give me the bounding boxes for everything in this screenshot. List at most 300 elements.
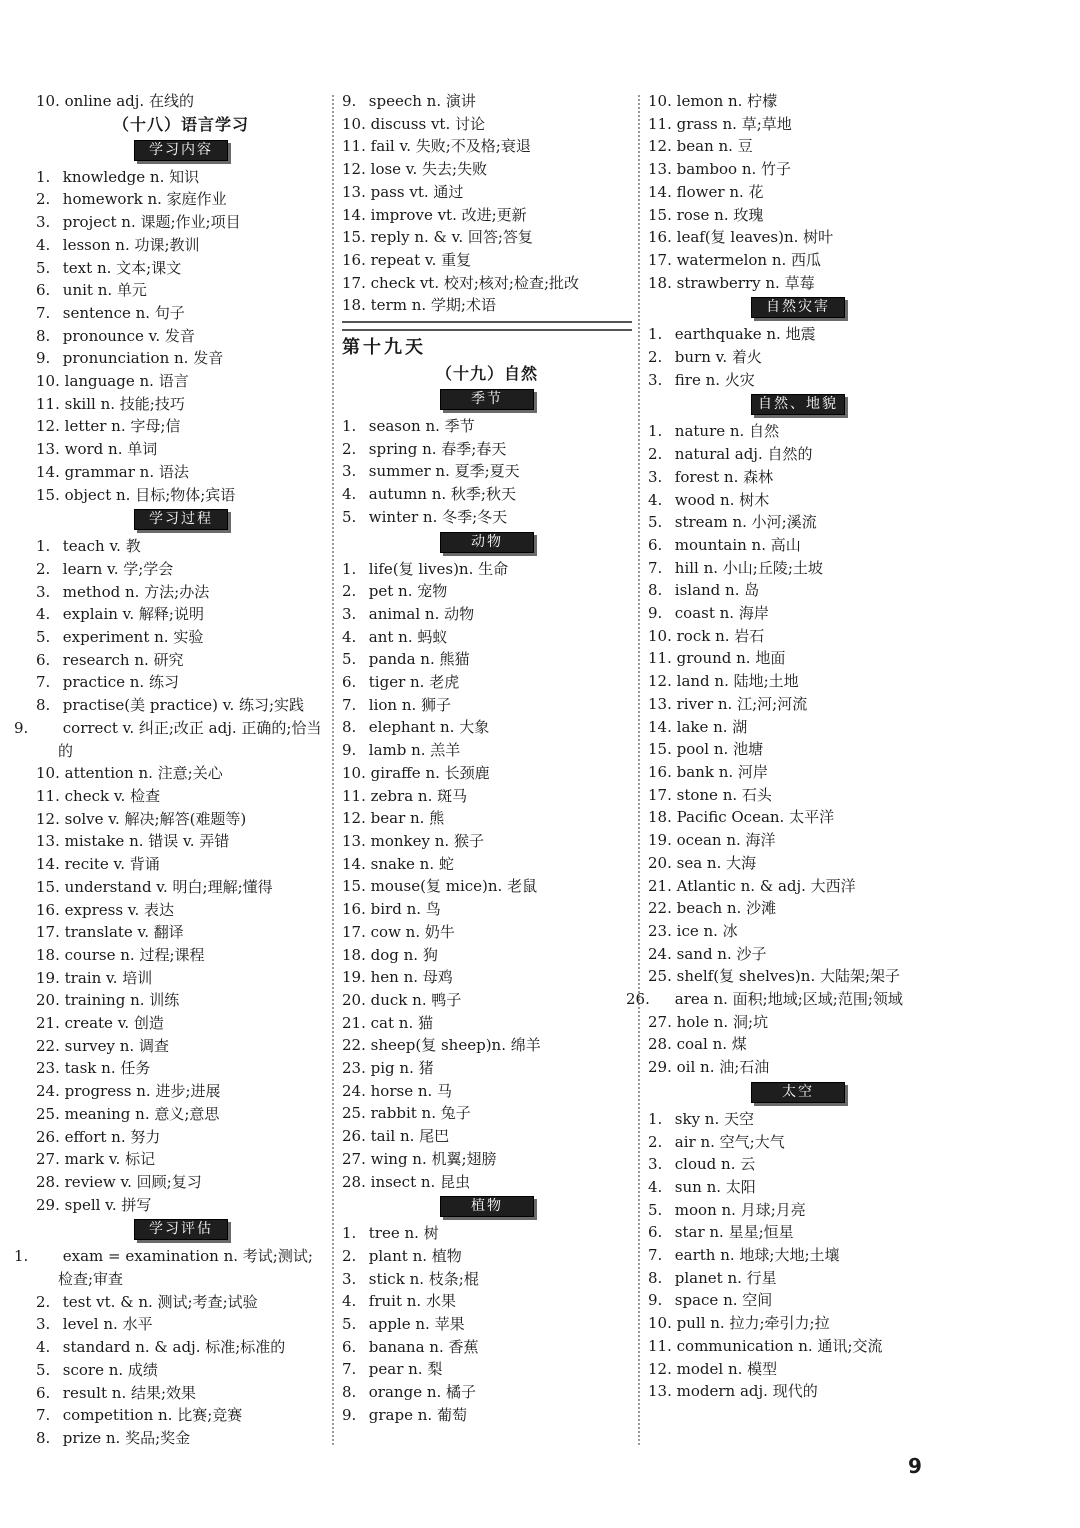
vocab-entry [36, 211, 326, 234]
vocab-entry [36, 944, 326, 967]
entry-text: strawberry n. 草莓 [676, 273, 815, 292]
entry-text: recite v. 背诵 [64, 855, 160, 874]
entry-number: 28. [648, 1035, 672, 1054]
entry-text: check v. 检查 [64, 786, 161, 805]
entry-text: panda n. 熊猫 [368, 650, 470, 669]
entry-text: lake n. 湖 [676, 717, 748, 736]
vocab-entry [36, 581, 326, 604]
vocab-entry [342, 1125, 632, 1148]
entry-text: meaning n. 意义;意思 [64, 1104, 220, 1123]
entry-text: ice n. 冰 [676, 921, 738, 940]
vocab-entry [36, 90, 326, 113]
vocab-entry [342, 204, 632, 227]
entry-text: duck n. 鸭子 [370, 990, 462, 1009]
entry-number: 22. [342, 1036, 366, 1055]
category-label: 学习内容 [134, 140, 228, 161]
vocab-entry [648, 1335, 948, 1358]
vocab-entry [36, 438, 326, 461]
entry-number: 10. [36, 92, 60, 110]
vocab-entry [342, 1336, 632, 1359]
entry-text: ground n. 地面 [676, 649, 786, 668]
vocab-entry [648, 829, 948, 852]
vocab-entry [14, 1245, 326, 1290]
entry-number: 1. [648, 1109, 663, 1128]
vocab-entry [342, 506, 632, 529]
entry-text: coal n. 煤 [676, 1035, 747, 1054]
entry-text: cat n. 猫 [370, 1013, 433, 1032]
entry-text: lesson n. 功课;教训 [62, 235, 200, 254]
vocab-entry [648, 249, 948, 272]
vocab-entry [36, 1126, 326, 1149]
entry-number: 12. [648, 672, 672, 691]
vocab-entry [342, 181, 632, 204]
entry-text: fire n. 火灾 [674, 370, 755, 389]
entry-number: 7. [36, 1406, 51, 1425]
vocab-entry [36, 649, 326, 672]
entry-number: 4. [36, 605, 51, 624]
entry-text: air n. 空气;大气 [674, 1132, 785, 1151]
entry-text: teach v. 教 [62, 537, 141, 556]
entry-text: check vt. 校对;核对;检查;批改 [370, 273, 580, 292]
category-label: 学习过程 [134, 509, 228, 530]
entry-number: 23. [648, 921, 672, 940]
entry-text: fail v. 失败;不及格;衰退 [370, 137, 531, 156]
entry-number: 1. [14, 1247, 29, 1266]
entry-number: 7. [648, 558, 663, 577]
entry-text: river n. 江;河;河流 [676, 694, 808, 713]
vocab-entry [648, 1153, 948, 1176]
entry-number: 9. [648, 604, 663, 623]
entry-number: 5. [342, 507, 357, 526]
entry-text: stone n. 石头 [676, 785, 772, 804]
vocab-entry [36, 830, 326, 853]
vocab-entry [36, 415, 326, 438]
entry-text: score n. 成绩 [62, 1360, 158, 1379]
entry-text: method n. 方法;办法 [62, 582, 210, 601]
entry-number: 24. [648, 944, 672, 963]
entry-text: earthquake n. 地震 [674, 325, 816, 344]
entry-text: oil n. 油;石油 [676, 1058, 770, 1077]
entry-text: train v. 培训 [64, 968, 153, 987]
entry-number: 28. [342, 1172, 366, 1191]
entry-number: 11. [342, 786, 366, 805]
entry-text: tiger n. 老虎 [368, 673, 460, 692]
entry-text: rabbit n. 兔子 [370, 1104, 471, 1123]
vocab-entry [648, 420, 948, 443]
vocab-entry [36, 694, 326, 717]
entry-text: modern adj. 现代的 [676, 1382, 818, 1401]
entry-text: wood n. 树木 [674, 490, 770, 509]
entry-number: 16. [342, 250, 366, 269]
entry-text: mark v. 标记 [64, 1150, 156, 1169]
entry-number: 12. [648, 1359, 672, 1378]
section-divider [342, 321, 632, 331]
entry-text: project n. 课题;作业;项目 [62, 213, 241, 232]
vocab-entry [36, 762, 326, 785]
vocab-entry [36, 603, 326, 626]
vocab-entry [648, 897, 948, 920]
entry-text: tail n. 尾巴 [370, 1127, 450, 1146]
entry-text: improve vt. 改进;更新 [370, 205, 527, 224]
entry-text: object n. 目标;物体;宾语 [64, 485, 236, 504]
entry-text: model n. 模型 [676, 1359, 778, 1378]
vocab-entry [648, 693, 948, 716]
entry-text: giraffe n. 长颈鹿 [370, 763, 490, 782]
entry-text: pronunciation n. 发音 [62, 349, 224, 368]
entry-text: task n. 任务 [64, 1059, 151, 1078]
vocab-entry [36, 1148, 326, 1171]
entry-number: 4. [342, 485, 357, 504]
entry-text: winter n. 冬季;冬天 [368, 507, 508, 526]
entry-text: stick n. 枝条;棍 [368, 1269, 479, 1288]
vocab-entry [342, 966, 632, 989]
entry-text: ocean n. 海洋 [676, 831, 776, 850]
entry-number: 3. [36, 213, 51, 232]
entry-number: 4. [342, 1292, 357, 1311]
entry-text: shelf(复 shelves)n. 大陆架;架子 [676, 967, 901, 986]
vocab-entry [648, 1131, 948, 1154]
entry-text: mountain n. 高山 [674, 535, 801, 554]
vocab-entry [342, 762, 632, 785]
entry-number: 13. [648, 160, 672, 179]
entry-text: letter n. 字母;信 [64, 417, 181, 436]
entry-text: monkey n. 猴子 [370, 831, 484, 850]
entry-number: 7. [648, 1246, 663, 1265]
vocab-entry [36, 671, 326, 694]
vocab-entry [626, 988, 948, 1011]
entry-number: 19. [36, 968, 60, 987]
entry-text: dog n. 狗 [370, 945, 438, 964]
entry-text: pull n. 拉力;牵引力;拉 [676, 1314, 830, 1333]
vocab-entry [36, 1103, 326, 1126]
vocab-entry [36, 785, 326, 808]
vocab-entry [342, 1313, 632, 1336]
entry-number: 20. [648, 853, 672, 872]
vocab-entry [342, 739, 632, 762]
entry-number: 6. [648, 1223, 663, 1242]
entry-number: 9. [36, 349, 51, 368]
entry-number: 26. [36, 1127, 60, 1146]
entry-text: fruit n. 水果 [368, 1292, 456, 1311]
vocab-entry [36, 921, 326, 944]
entry-number: 25. [342, 1104, 366, 1123]
entry-text: bean n. 豆 [676, 137, 753, 156]
entry-number: 6. [342, 1337, 357, 1356]
entry-text: summer n. 夏季;夏天 [368, 462, 520, 481]
vocab-entry [648, 466, 948, 489]
entry-number: 11. [648, 114, 672, 133]
vocab-entry [648, 784, 948, 807]
entry-text: result n. 结果;效果 [62, 1383, 197, 1402]
entry-text: speech n. 演讲 [368, 92, 476, 110]
entry-text: hole n. 洞;坑 [676, 1012, 769, 1031]
vocab-entry [342, 626, 632, 649]
entry-text: planet n. 行星 [674, 1268, 777, 1287]
vocab-entry [648, 443, 948, 466]
entry-number: 12. [36, 809, 60, 828]
vocab-entry [342, 1222, 632, 1245]
entry-number: 13. [36, 832, 60, 851]
entry-number: 9. [342, 741, 357, 760]
entry-text: moon n. 月球;月亮 [674, 1200, 806, 1219]
entry-number: 25. [648, 967, 672, 986]
entry-number: 1. [342, 417, 357, 436]
entry-number: 3. [36, 1315, 51, 1334]
entry-text: lion n. 狮子 [368, 695, 452, 714]
entry-number: 17. [36, 923, 60, 942]
entry-text: bank n. 河岸 [676, 762, 768, 781]
vocab-entry [36, 1313, 326, 1336]
vocab-entry [342, 944, 632, 967]
entry-number: 7. [342, 695, 357, 714]
entry-number: 1. [36, 537, 51, 556]
vocab-entry [648, 135, 948, 158]
entry-text: pear n. 梨 [368, 1360, 443, 1379]
vocab-entry [342, 1381, 632, 1404]
entry-number: 26. [342, 1127, 366, 1146]
vocab-entry [342, 1404, 632, 1427]
entry-number: 1. [342, 1224, 357, 1243]
entry-number: 2. [342, 1246, 357, 1265]
entry-number: 12. [342, 160, 366, 179]
entry-number: 14. [36, 462, 60, 481]
entry-text: standard n. & adj. 标准;标准的 [62, 1338, 286, 1357]
vocab-entry [648, 226, 948, 249]
entry-number: 4. [648, 490, 663, 509]
category-label: 自然、地貌 [751, 394, 845, 415]
entry-text: season n. 季节 [368, 417, 475, 436]
entry-text: knowledge n. 知识 [62, 167, 200, 186]
vocab-entry [648, 534, 948, 557]
vocab-entry [342, 272, 632, 295]
entry-text: grammar n. 语法 [64, 462, 189, 481]
vocab-entry [648, 323, 948, 346]
entry-number: 20. [342, 990, 366, 1009]
vocab-entry [342, 898, 632, 921]
vocab-entry [648, 1056, 948, 1079]
entry-text: research n. 研究 [62, 650, 184, 669]
entry-text: leaf(复 leaves)n. 树叶 [676, 228, 834, 247]
entry-number: 1. [342, 559, 357, 578]
vocab-entry [648, 1176, 948, 1199]
vocab-entry [648, 875, 948, 898]
vocab-entry [36, 1194, 326, 1217]
vocab-entry [648, 90, 948, 113]
vocab-entry [342, 483, 632, 506]
vocab-entry [342, 853, 632, 876]
vocab-entry [342, 989, 632, 1012]
entry-text: sun n. 太阳 [674, 1177, 756, 1196]
entry-text: create v. 创造 [64, 1014, 164, 1033]
entry-number: 11. [36, 786, 60, 805]
entry-number: 8. [36, 1428, 51, 1447]
entry-text: text n. 文本;课文 [62, 258, 182, 277]
vocab-entry [648, 489, 948, 512]
entry-text: sheep(复 sheep)n. 绵羊 [370, 1036, 541, 1055]
entry-number: 8. [36, 696, 51, 715]
vocab-entry [342, 415, 632, 438]
entry-text: island n. 岛 [674, 581, 760, 600]
entry-number: 11. [342, 137, 366, 156]
entry-number: 2. [342, 582, 357, 601]
entry-number: 5. [342, 650, 357, 669]
entry-number: 5. [36, 628, 51, 647]
entry-number: 5. [648, 513, 663, 532]
section-title: （十八）语言学习 [112, 114, 249, 134]
vocab-entry [648, 761, 948, 784]
entry-text: zebra n. 斑马 [370, 786, 468, 805]
vocab-entry [36, 347, 326, 370]
vocab-entry [36, 989, 326, 1012]
vocab-entry [36, 234, 326, 257]
vocab-entry [36, 967, 326, 990]
vocab-entry [648, 1033, 948, 1056]
entry-text: unit n. 单元 [62, 281, 147, 300]
entry-text: rose n. 玫瑰 [676, 205, 764, 224]
entry-text: hill n. 小山;丘陵;土坡 [674, 558, 823, 577]
entry-text: grape n. 葡萄 [368, 1405, 467, 1424]
entry-number: 15. [648, 205, 672, 224]
entry-number: 18. [648, 808, 672, 827]
vocab-entry [342, 671, 632, 694]
vocab-entry [648, 346, 948, 369]
entry-text: pet n. 宠物 [368, 582, 448, 601]
entry-number: 14. [342, 854, 366, 873]
entry-number: 10. [648, 1314, 672, 1333]
entry-number: 4. [648, 1177, 663, 1196]
entry-number: 11. [36, 394, 60, 413]
vocab-entry [342, 1102, 632, 1125]
entry-text: Atlantic n. & adj. 大西洋 [676, 876, 856, 895]
vocab-entry [342, 438, 632, 461]
vocab-entry [648, 1221, 948, 1244]
entry-text: discuss vt. 讨论 [370, 114, 486, 133]
entry-number: 25. [36, 1104, 60, 1123]
entry-number: 3. [648, 370, 663, 389]
entry-number: 29. [36, 1195, 60, 1214]
vocab-entry [36, 302, 326, 325]
entry-number: 6. [36, 281, 51, 300]
entry-number: 1. [36, 167, 51, 186]
entry-number: 14. [648, 717, 672, 736]
entry-number: 17. [648, 250, 672, 269]
day-heading: 第十九天 [342, 337, 426, 359]
entry-text: practice n. 练习 [62, 673, 179, 692]
vocab-entry [342, 1358, 632, 1381]
entry-number: 8. [342, 718, 357, 737]
entry-number: 19. [342, 968, 366, 987]
entry-number: 2. [648, 1132, 663, 1151]
vocab-entry [36, 558, 326, 581]
entry-number: 10. [648, 92, 672, 110]
section-title: （十九）自然 [435, 364, 538, 384]
vocab-entry [36, 1171, 326, 1194]
entry-text: language n. 语言 [64, 372, 189, 391]
vocab-entry [648, 1358, 948, 1381]
entry-number: 18. [648, 273, 672, 292]
entry-text: level n. 水平 [62, 1315, 153, 1334]
entry-number: 16. [342, 900, 366, 919]
entry-number: 18. [342, 945, 366, 964]
entry-number: 13. [36, 440, 60, 459]
vocab-entry [36, 626, 326, 649]
vocab-entry [648, 579, 948, 602]
entry-text: survey n. 调查 [64, 1036, 169, 1055]
entry-number: 12. [342, 809, 366, 828]
vocab-entry [36, 899, 326, 922]
entry-text: land n. 陆地;土地 [676, 672, 799, 691]
entry-number: 27. [342, 1149, 366, 1168]
entry-number: 18. [342, 296, 366, 315]
entry-number: 10. [342, 763, 366, 782]
vocab-entry [342, 648, 632, 671]
vocab-entry [648, 158, 948, 181]
entry-text: bear n. 熊 [370, 809, 445, 828]
vocab-entry [342, 158, 632, 181]
vocab-entry [36, 1336, 326, 1359]
vocab-entry [342, 694, 632, 717]
vocab-entry [36, 1080, 326, 1103]
entry-number: 10. [342, 114, 366, 133]
entry-text: rock n. 岩石 [676, 626, 765, 645]
entry-number: 15. [36, 485, 60, 504]
entry-text: effort n. 努力 [64, 1127, 161, 1146]
vocab-entry [36, 279, 326, 302]
entry-number: 3. [36, 582, 51, 601]
entry-number: 10. [648, 626, 672, 645]
entry-text: nature n. 自然 [674, 422, 780, 441]
entry-text: space n. 空间 [674, 1291, 773, 1310]
entry-text: burn v. 着火 [674, 348, 762, 367]
vocab-entry [36, 853, 326, 876]
entry-number: 21. [342, 1013, 366, 1032]
entry-text: lemon n. 柠檬 [676, 92, 778, 110]
entry-number: 16. [648, 228, 672, 247]
entry-text: watermelon n. 西瓜 [676, 250, 822, 269]
entry-text: reply n. & v. 回答;答复 [370, 228, 533, 247]
entry-text: area n. 面积;地域;区域;范围;领域 [674, 990, 903, 1009]
vocab-entry [648, 272, 948, 295]
entry-text: solve v. 解决;解答(难题等) [64, 809, 247, 828]
entry-number: 22. [36, 1036, 60, 1055]
entry-text: star n. 星星;恒星 [674, 1223, 794, 1242]
entry-number: 8. [648, 1268, 663, 1287]
vocab-entry [342, 1245, 632, 1268]
vocab-entry [648, 943, 948, 966]
vocab-entry [342, 460, 632, 483]
entry-number: 2. [36, 1292, 51, 1311]
vocab-entry [648, 1312, 948, 1335]
column-divider [638, 95, 640, 1445]
entry-text: exam = examination n. 考试;测试;检查;审查 [58, 1247, 313, 1289]
entry-text: pig n. 猪 [370, 1059, 434, 1078]
column-divider [332, 95, 334, 1445]
entry-number: 11. [648, 1336, 672, 1355]
vocab-entry [36, 370, 326, 393]
entry-number: 15. [342, 877, 366, 896]
vocab-entry [648, 1380, 948, 1403]
vocab-entry [648, 1199, 948, 1222]
entry-number: 11. [648, 649, 672, 668]
entry-text: stream n. 小河;溪流 [674, 513, 817, 532]
entry-text: insect n. 昆虫 [370, 1172, 471, 1191]
entry-number: 27. [36, 1150, 60, 1169]
entry-text: life(复 lives)n. 生命 [368, 559, 509, 578]
entry-number: 28. [36, 1172, 60, 1191]
entry-text: spring n. 春季;春天 [368, 439, 507, 458]
vocab-entry [342, 830, 632, 853]
entry-text: pronounce v. 发音 [62, 326, 195, 345]
